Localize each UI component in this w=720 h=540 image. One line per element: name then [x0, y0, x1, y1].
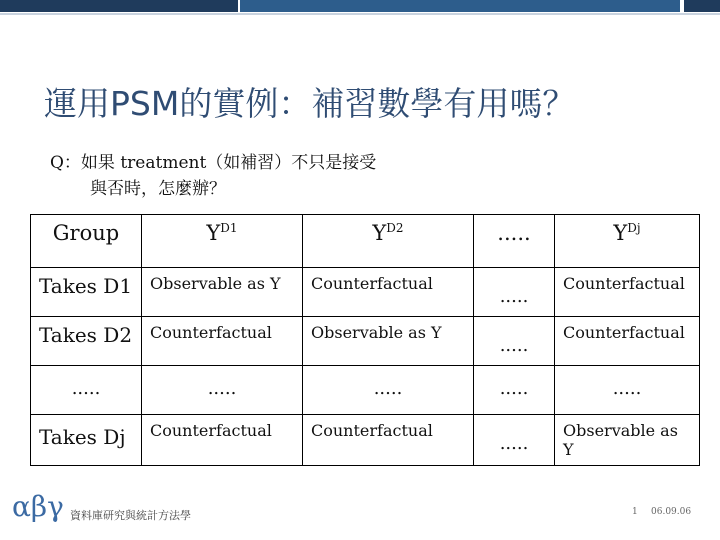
table-cell: .....	[474, 317, 555, 366]
alpha-beta-gamma-logo: αβγ	[12, 490, 64, 523]
header-cell-dots: .....	[474, 215, 555, 268]
footer-org-name: 資料庫研究與統計方法學	[70, 509, 191, 522]
table-cell: Counterfactual	[142, 415, 303, 466]
page-number: 1	[632, 507, 638, 517]
table-cell: .....	[303, 366, 474, 415]
table-cell: .....	[474, 366, 555, 415]
header-y-d2-base: Y	[372, 221, 387, 245]
topbar-segment-dark-1	[0, 0, 238, 12]
header-y-d1-base: Y	[206, 221, 221, 245]
row-label: Takes D2	[31, 317, 142, 366]
header-y-dj-base: Y	[613, 221, 628, 245]
table-cell: Counterfactual	[555, 317, 700, 366]
header-cell-y-d2	[303, 215, 474, 268]
table-row	[31, 317, 700, 366]
slide-title: 運用PSM的實例：補習數學有用嗎？	[44, 84, 576, 123]
table-cell: .....	[555, 366, 700, 415]
topbar-segment-mid	[240, 0, 680, 12]
header-y-d1-sup: D1	[220, 221, 238, 235]
slide-date: 06.09.06	[651, 507, 692, 517]
row-label: .....	[31, 366, 142, 415]
topbar-segment-dark-2	[684, 0, 720, 12]
header-cell-y-dj	[555, 215, 700, 268]
counterfactual-table	[30, 214, 700, 466]
row-label: Takes D1	[31, 268, 142, 317]
header-cell-group: Group	[31, 215, 142, 268]
question-text	[50, 150, 376, 202]
table-row	[31, 268, 700, 317]
header-cell-y-d1	[142, 215, 303, 268]
top-decorative-bar	[0, 0, 720, 12]
table-header-row	[31, 215, 700, 268]
table-cell: Observable as Y	[142, 268, 303, 317]
table-cell: Counterfactual	[555, 268, 700, 317]
header-y-d2-sup: D2	[386, 221, 404, 235]
row-label: Takes Dj	[31, 415, 142, 466]
header-y-dj-sup: Dj	[627, 221, 641, 235]
table-cell: Counterfactual	[303, 268, 474, 317]
table-cell: Counterfactual	[142, 317, 303, 366]
table-cell: .....	[474, 415, 555, 466]
table-cell: Observable as Y	[555, 415, 700, 466]
table-cell: .....	[474, 268, 555, 317]
table-cell: Counterfactual	[303, 415, 474, 466]
table-cell: Observable as Y	[303, 317, 474, 366]
question-line-2: 與否時，怎麼辦？	[90, 179, 226, 199]
table-cell: .....	[142, 366, 303, 415]
question-line-1: Q：如果 treatment（如補習）不只是接受	[50, 153, 377, 173]
header-divider	[0, 13, 720, 15]
table-row	[31, 366, 700, 415]
table-row	[31, 415, 700, 466]
